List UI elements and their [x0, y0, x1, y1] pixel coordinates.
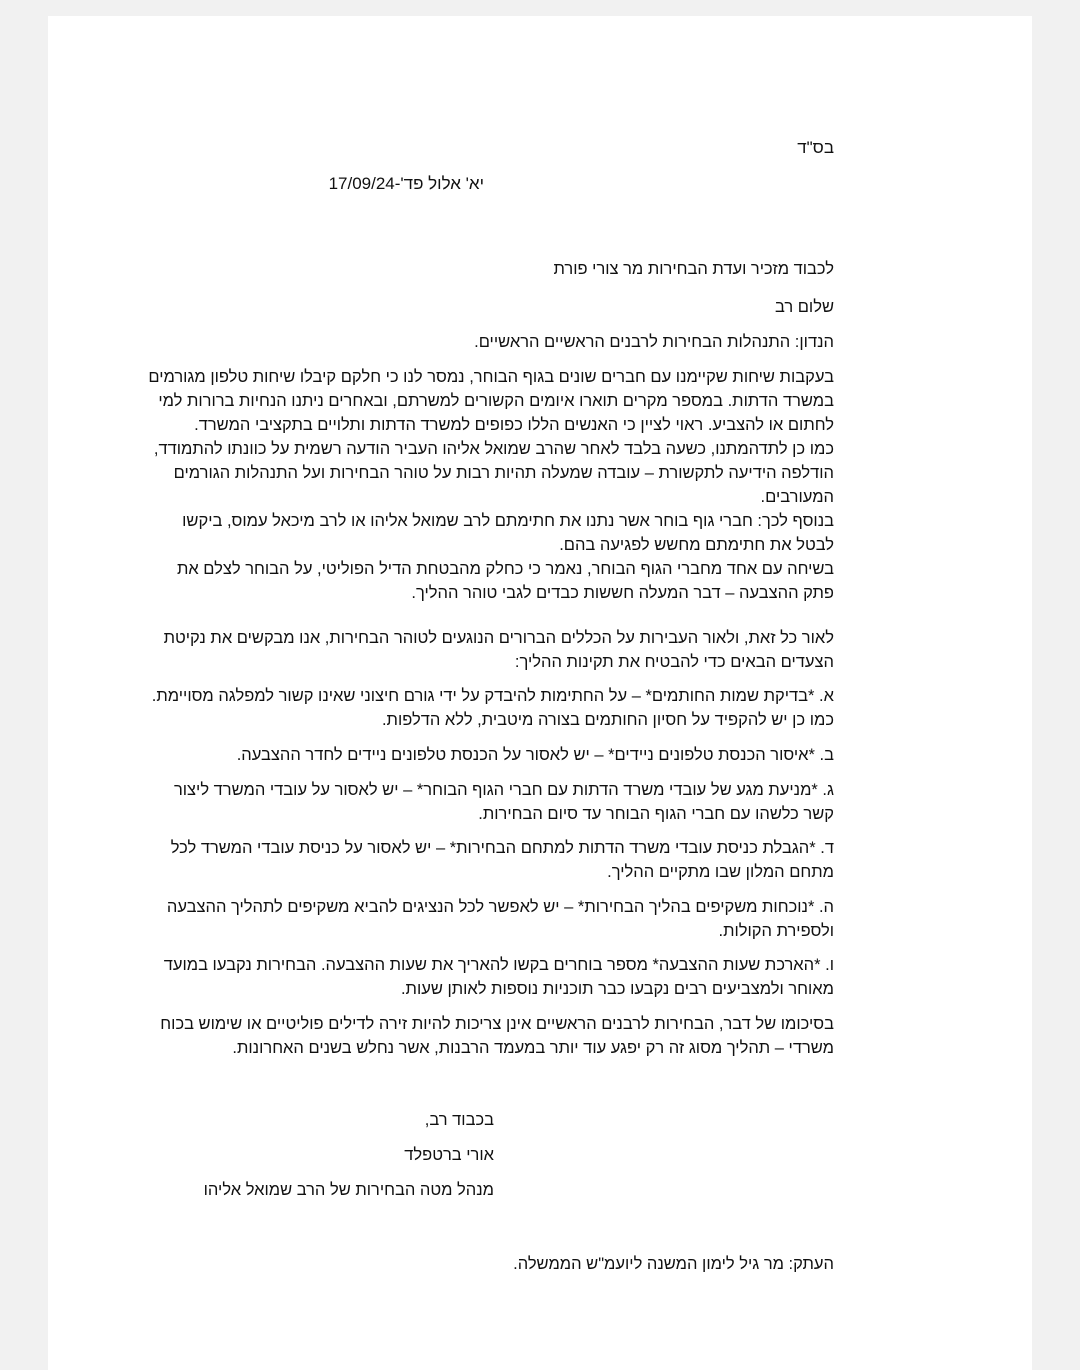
- cc-line: העתק: מר גיל לימון המשנה ליועמ"ש הממשלה.: [513, 1255, 834, 1273]
- signature-name: אורי ברטפלד: [404, 1146, 494, 1164]
- request-item-b: ב. *איסור הכנסת טלפונים ניידים* – יש לאסור על הכנסת טלפונים ניידים לחדר ההצבעה.: [236, 746, 834, 764]
- greeting: שלום רב: [774, 298, 834, 316]
- request-item-d: ד. *הגבלת כניסת עובדי משרד הדתות למתחם הבחירות* – יש לאסור על כניסת עובדי המשרד לכל מתחם המלון שבו מתקיים ההליך.: [170, 839, 834, 881]
- letter-date: יא' אלול פד'-17/09/24: [328, 174, 484, 193]
- signature-title: מנהל מטה הבחירות של הרב שמואל אליהו: [203, 1181, 494, 1199]
- intro-paragraph: בנוסף לכך: חברי גוף בוחר אשר נתנו את חתימתם לרב שמואל אליהו או לרב מיכאל עמוס, ביקשו לבטל את חתימתם מחשש לפגיעה בהם.: [182, 512, 834, 554]
- request-intro: לאור כל זאת, ולאור העבירות על הכללים הברורים הנוגעים לטוהר הבחירות, אנו מבקשים את נקיטת הצעדים הבאים כדי להבטיח את תקינות ההליך:: [163, 629, 834, 671]
- bsd-heading: בס"ד: [797, 138, 834, 157]
- document-page: [48, 16, 1032, 1370]
- intro-paragraph: בשיחה עם אחד מחברי הגוף הבוחר, נאמר כי כחלק מהבטחת הדיל הפוליטי, על הבוחר לצלם את פתק ההצבעה – דבר המעלה חששות כבדים לגבי טוהר ההליך.: [176, 560, 834, 602]
- request-item-a: א. *בדיקת שמות החותמים* – על החתימות להיבדק על ידי גורם חיצוני שאינו קשור למפלגה מסויימת. כמו כן יש להקפיד על חסיון החותמים בצורה מיטבית, ללא הדלפות.: [151, 687, 834, 729]
- subject-line: הנדון: התנהלות הבחירות לרבנים הראשיים הראשיים.: [474, 333, 834, 351]
- intro-paragraph: כמו כן לתדהמתנו, כשעה בלבד לאחר שהרב שמואל אליהו העביר הודעה רשמית על כוונתו להתמודד, הודלפה הידיעה לתקשורת – עובדה שמעלה תהיות רבות על טוהר הבחירות ועל התנהלות הגורמים המעורבים.: [153, 440, 834, 506]
- addressee: לכבוד מזכיר ועדת הבחירות מר צורי פורת: [553, 260, 834, 278]
- intro-paragraph: בעקבות שיחות שקיימנו עם חברים שונים בגוף הבוחר, נמסר לנו כי חלקם קיבלו שיחות טלפון מגורמים במשרד הדתות. במספר מקרים תוארו איומים הקשורים למשרתם, ובאחרים ניתנו הנחיות ברורות למי לחתום או להצביע. ראוי לציין כי האנשים הללו כפופים למשרד הדתות ותלויים בתקציבי המשרד.: [148, 368, 834, 434]
- request-item-f: ו. *הארכת שעות ההצבעה* מספר בוחרים בקשו להאריך את שעות ההצבעה. הבחירות נקבעו במועד מאוחר ולמצביעים רבים נקבעו כבר תוכניות נוספות לאותן שעות.: [163, 956, 834, 998]
- request-item-c: ג. *מניעת מגע של עובדי משרד הדתות עם חברי הגוף הבוחר* – יש לאסור על עובדי המשרד ליצור קשר כלשהו עם חברי הגוף הבוחר עד סיום הבחירות.: [173, 781, 834, 823]
- conclusion: בסיכומו של דבר, הבחירות לרבנים הראשיים אינן צריכות להיות זירה לדילים פוליטיים או שימוש בכוח משרדי – תהליך מסוג זה רק יפגע עוד יותר במעמד הרבנות, אשר נחלש בשנים האחרונות.: [160, 1015, 834, 1057]
- signature-closing: בכבוד רב,: [424, 1111, 494, 1129]
- intro-section: [144, 365, 834, 605]
- request-item-e: ה. *נוכחות משקיפים בהליך הבחירות* – יש לאפשר לכל הנציגים להביא משקיפים לתהליך ההצבעה ולספירת הקולות.: [166, 898, 834, 940]
